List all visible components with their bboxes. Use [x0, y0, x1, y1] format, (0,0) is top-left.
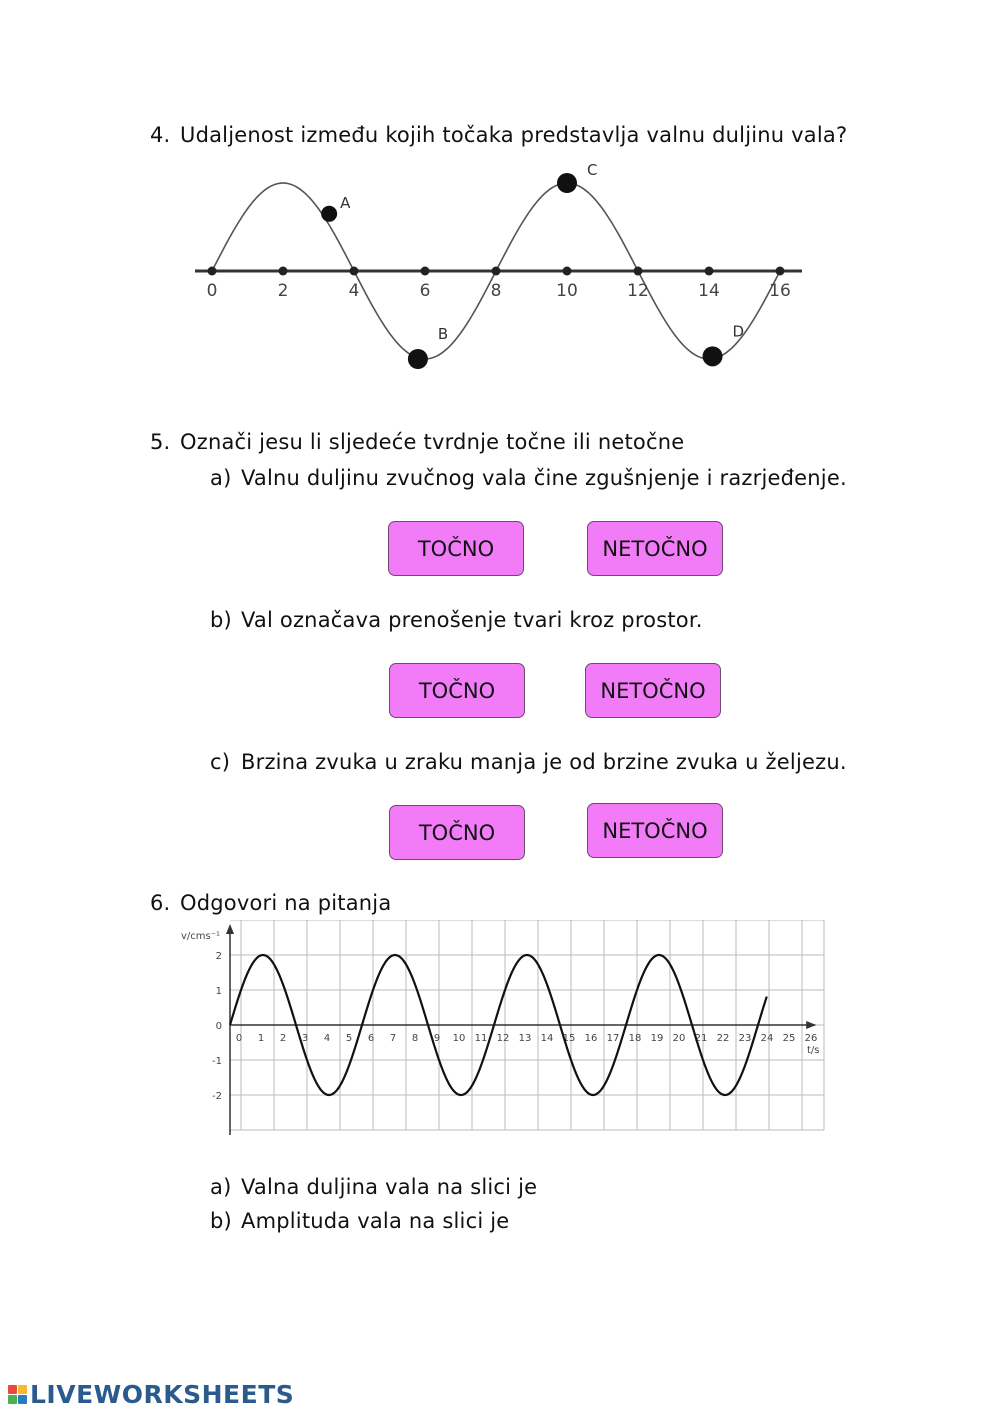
tick-dot: [492, 267, 501, 276]
y-tick-label: -2: [212, 1091, 222, 1102]
tick-dot: [634, 267, 643, 276]
statement-text: Brzina zvuka u zraku manja je od brzine zvuka u željezu.: [241, 750, 847, 774]
statement-label: a): [210, 466, 232, 490]
x-tick-label: 15: [562, 1033, 576, 1044]
question-text: Valna duljina vala na slici je: [241, 1175, 538, 1199]
a-false-button[interactable]: NETOČNO: [587, 521, 723, 576]
point-a: [321, 206, 337, 222]
question-number: 6.: [150, 891, 171, 915]
x-tick-label: 1: [257, 1033, 265, 1044]
x-tick-label: 14: [540, 1033, 554, 1044]
point-label: A: [340, 193, 351, 212]
statement-b: [210, 608, 703, 632]
tick-dot: [208, 267, 217, 276]
question-6b: [210, 1209, 509, 1233]
b-false-button[interactable]: NETOČNO: [585, 663, 721, 718]
x-tick-label: 24: [760, 1033, 774, 1044]
tick-dot: [705, 267, 714, 276]
x-tick-label: 7: [389, 1033, 397, 1044]
x-tick-label: 8: [411, 1033, 419, 1044]
y-tick-label: 1: [215, 986, 222, 997]
c-true-button[interactable]: TOČNO: [389, 805, 525, 860]
question-label: a): [210, 1175, 232, 1199]
c-false-button[interactable]: NETOČNO: [587, 803, 723, 858]
x-tick-label: 4: [323, 1033, 331, 1044]
question-text: Označi jesu li sljedeće tvrdnje točne ili netočne: [180, 430, 685, 454]
point-c: [557, 173, 577, 193]
tick-label: 10: [556, 281, 578, 301]
velocity-time-chart: [175, 920, 835, 1140]
x-tick-label: 22: [716, 1033, 730, 1044]
x-axis-arrow: [806, 1021, 816, 1029]
question-6: [150, 891, 391, 915]
point-b: [408, 349, 428, 369]
liveworksheets-logo: [8, 1380, 294, 1409]
question-text: Odgovori na pitanja: [180, 891, 392, 915]
y-tick-label: -1: [212, 1056, 222, 1067]
x-tick-label: 19: [650, 1033, 664, 1044]
x-tick-label: 16: [584, 1033, 598, 1044]
x-tick-label: 9: [433, 1033, 441, 1044]
x-tick-label: 26: [804, 1033, 818, 1044]
question-number: 4.: [150, 123, 171, 147]
tick-label: 16: [769, 281, 791, 301]
statement-a: [210, 466, 847, 490]
x-tick-label: 23: [738, 1033, 752, 1044]
question-number: 5.: [150, 430, 171, 454]
tick-label: 4: [348, 281, 360, 301]
tick-label: 0: [206, 281, 218, 301]
x-tick-label: 17: [606, 1033, 620, 1044]
x-tick-label: 11: [474, 1033, 488, 1044]
logo-icon: [8, 1385, 27, 1404]
point-d: [703, 346, 723, 366]
x-axis-label: t/s: [807, 1045, 820, 1056]
statement-c: [210, 750, 847, 774]
statement-label: b): [210, 608, 232, 632]
y-axis-arrow: [226, 924, 234, 934]
point-label: C: [587, 161, 598, 179]
statement-text: Valnu duljinu zvučnog vala čine zgušnjenje i razrjeđenje.: [241, 466, 847, 490]
tick-label: 12: [627, 281, 649, 301]
tick-label: 2: [277, 281, 289, 301]
question-5: [150, 430, 684, 454]
brand-name: LIVEWORKSHEETS: [30, 1380, 295, 1409]
y-tick-label: 2: [215, 951, 222, 962]
x-tick-label: 12: [496, 1033, 510, 1044]
question-4: [150, 123, 847, 147]
statement-text: Val označava prenošenje tvari kroz prostor.: [241, 608, 703, 632]
tick-dot: [350, 267, 359, 276]
y-axis-label: v/cms⁻¹: [181, 931, 221, 942]
tick-dot: [421, 267, 430, 276]
tick-label: 14: [698, 281, 720, 301]
x-tick-label: 10: [452, 1033, 466, 1044]
x-tick-label: 3: [301, 1033, 309, 1044]
x-tick-label: 0: [235, 1033, 243, 1044]
x-tick-label: 25: [782, 1033, 796, 1044]
x-tick-label: 5: [345, 1033, 353, 1044]
y-tick-label: 0: [215, 1021, 222, 1032]
question-6a: [210, 1175, 537, 1199]
x-tick-label: 2: [279, 1033, 287, 1044]
x-tick-label: 13: [518, 1033, 532, 1044]
x-tick-label: 6: [367, 1033, 375, 1044]
x-tick-label: 21: [694, 1033, 708, 1044]
tick-dot: [279, 267, 288, 276]
b-true-button[interactable]: TOČNO: [389, 663, 525, 718]
statement-label: c): [210, 750, 231, 774]
point-label: D: [732, 322, 745, 341]
question-label: b): [210, 1209, 232, 1233]
question-text: Amplituda vala na slici je: [241, 1209, 510, 1233]
tick-dot: [563, 267, 572, 276]
x-tick-label: 20: [672, 1033, 686, 1044]
question-text: Udaljenost između kojih točaka predstavlja valnu duljinu vala?: [180, 123, 848, 147]
a-true-button[interactable]: TOČNO: [388, 521, 524, 576]
tick-label: 8: [490, 281, 502, 301]
point-label: B: [437, 325, 449, 343]
tick-dot: [776, 267, 785, 276]
x-tick-label: 18: [628, 1033, 642, 1044]
wave-diagram: [190, 160, 830, 385]
tick-label: 6: [419, 281, 431, 301]
